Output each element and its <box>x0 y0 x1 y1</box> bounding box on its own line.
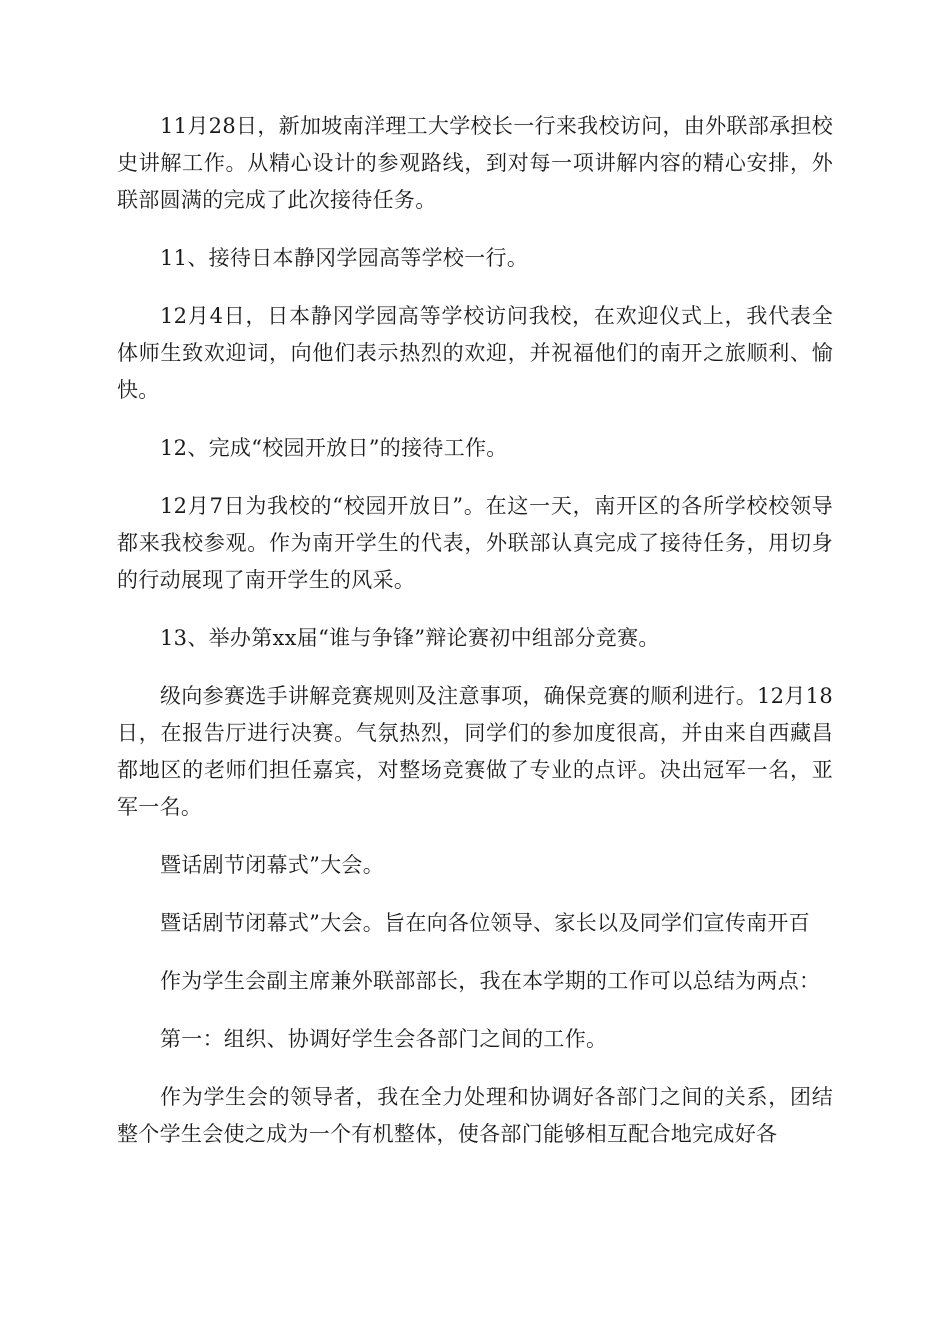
paragraph-7: 级向参赛选手讲解竞赛规则及注意事项，确保竞赛的顺利进行。12月18日，在报告厅进行决赛。气氛热烈，同学们的参加度很高，并由来自西藏昌都地区的老师们担任嘉宾，对整场竞赛做了专业的点评。决出冠军一名，亚军一名。 <box>117 684 833 819</box>
paragraph-11: 第一：组织、协调好学生会各部门之间的工作。 <box>160 1027 608 1051</box>
document-page <box>117 108 833 1174</box>
paragraph-12: 作为学生会的领导者，我在全力处理和协调好各部门之间的关系，团结整个学生会使之成为一个有机整体，使各部门能够相互配合地完成好各 <box>117 1085 833 1146</box>
paragraph-2: 11、接待日本静冈学园高等学校一行。 <box>160 246 529 270</box>
paragraph-9: 暨话剧节闭幕式”大会。旨在向各位领导、家长以及同学们宣传南开百 <box>160 911 811 935</box>
paragraph-5: 12月7日为我校的“校园开放日”。在这一天，南开区的各所学校校领导都来我校参观。作为南开学生的代表，外联部认真完成了接待任务，用切身的行动展现了南开学生的风采。 <box>117 494 833 592</box>
paragraph-1: 11月28日，新加坡南洋理工大学校长一行来我校访问，由外联部承担校史讲解工作。从精心设计的参观路线，到对每一项讲解内容的精心安排，外联部圆满的完成了此次接待任务。 <box>117 114 833 212</box>
paragraph-6: 13、举办第xx届“谁与争锋”辩论赛初中组部分竞赛。 <box>160 626 660 650</box>
paragraph-3: 12月4日，日本静冈学园高等学校访问我校，在欢迎仪式上，我代表全体师生致欢迎词，向他们表示热烈的欢迎，并祝福他们的南开之旅顺利、愉快。 <box>117 304 833 402</box>
paragraph-10: 作为学生会副主席兼外联部部长，我在本学期的工作可以总结为两点： <box>160 969 821 993</box>
paragraph-8: 暨话剧节闭幕式”大会。 <box>160 853 385 877</box>
paragraph-4: 12、完成“校园开放日”的接待工作。 <box>160 436 508 460</box>
